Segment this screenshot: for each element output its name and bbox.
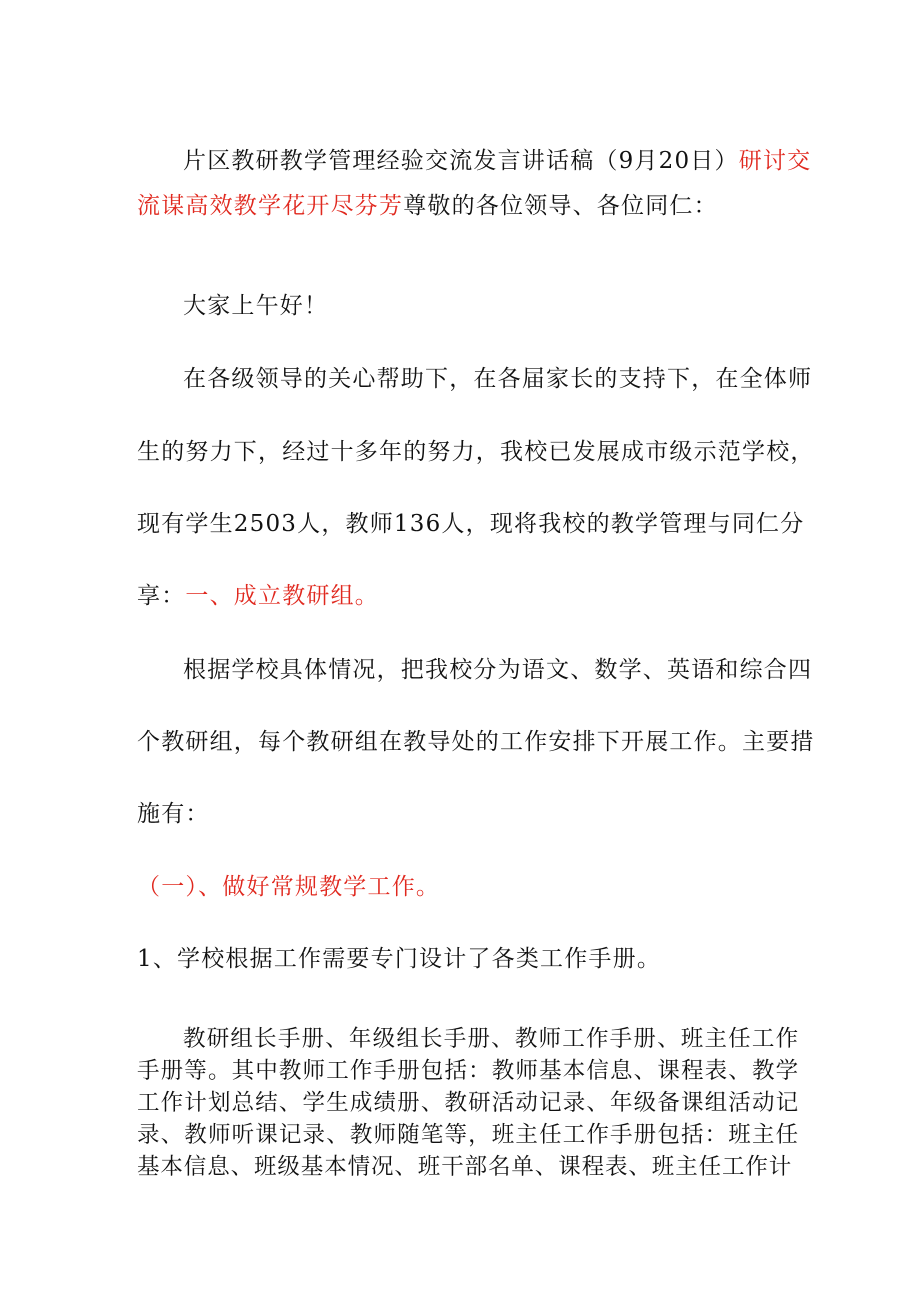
title-line-2 — [137, 191, 797, 221]
title-text: 片区教研教学管理经验交流发言讲话稿（9月20日） — [183, 148, 739, 174]
salutation: 尊敬的各位领导、各位同仁： — [403, 193, 718, 219]
section-heading-1: 一、成立教研组。 — [185, 583, 380, 609]
title-highlight-continued: 流谋高效教学花开尽芬芳 — [137, 193, 404, 219]
title-highlight: 研讨交 — [738, 148, 812, 174]
paragraph-line: 在各级领导的关心帮助下，在各届家长的支持下，在全体师 — [183, 366, 813, 392]
paragraph-line: 根据学校具体情况，把我校分为语文、数学、英语和综合四 — [183, 657, 813, 683]
paragraph-text: 享： — [137, 583, 186, 609]
paragraph-line: 现有学生2503人，教师136人，现将我校的教学管理与同仁分 — [137, 511, 805, 537]
paragraph-line: 施有： — [137, 801, 210, 827]
title-line-1 — [183, 146, 812, 176]
subsection-heading: （一）、做好常规教学工作。 — [137, 874, 441, 900]
list-item: 1、学校根据工作需要专门设计了各类工作手册。 — [137, 946, 662, 972]
body-paragraph: 教研组长手册、年级组长手册、教师工作手册、班主任工作手册等。其中教师工作手册包括：教师基本信息、课程表、教学工作计划总结、学生成绩册、教研活动记录、年级备课组活动记录、教师听课记录、教师随笔等，班主任工作手册包括：班主任基本信息、班级基本情况、班干部名单、课程表、班主任工作计 — [137, 1026, 799, 1180]
greeting: 大家上午好！ — [183, 293, 329, 319]
paragraph-line: 个教研组，每个教研组在教导处的工作安排下开展工作。主要措 — [137, 729, 815, 755]
paragraph-line-with-heading — [137, 581, 797, 611]
paragraph-line: 生的努力下，经过十多年的努力，我校已发展成市级示范学校， — [137, 439, 815, 465]
